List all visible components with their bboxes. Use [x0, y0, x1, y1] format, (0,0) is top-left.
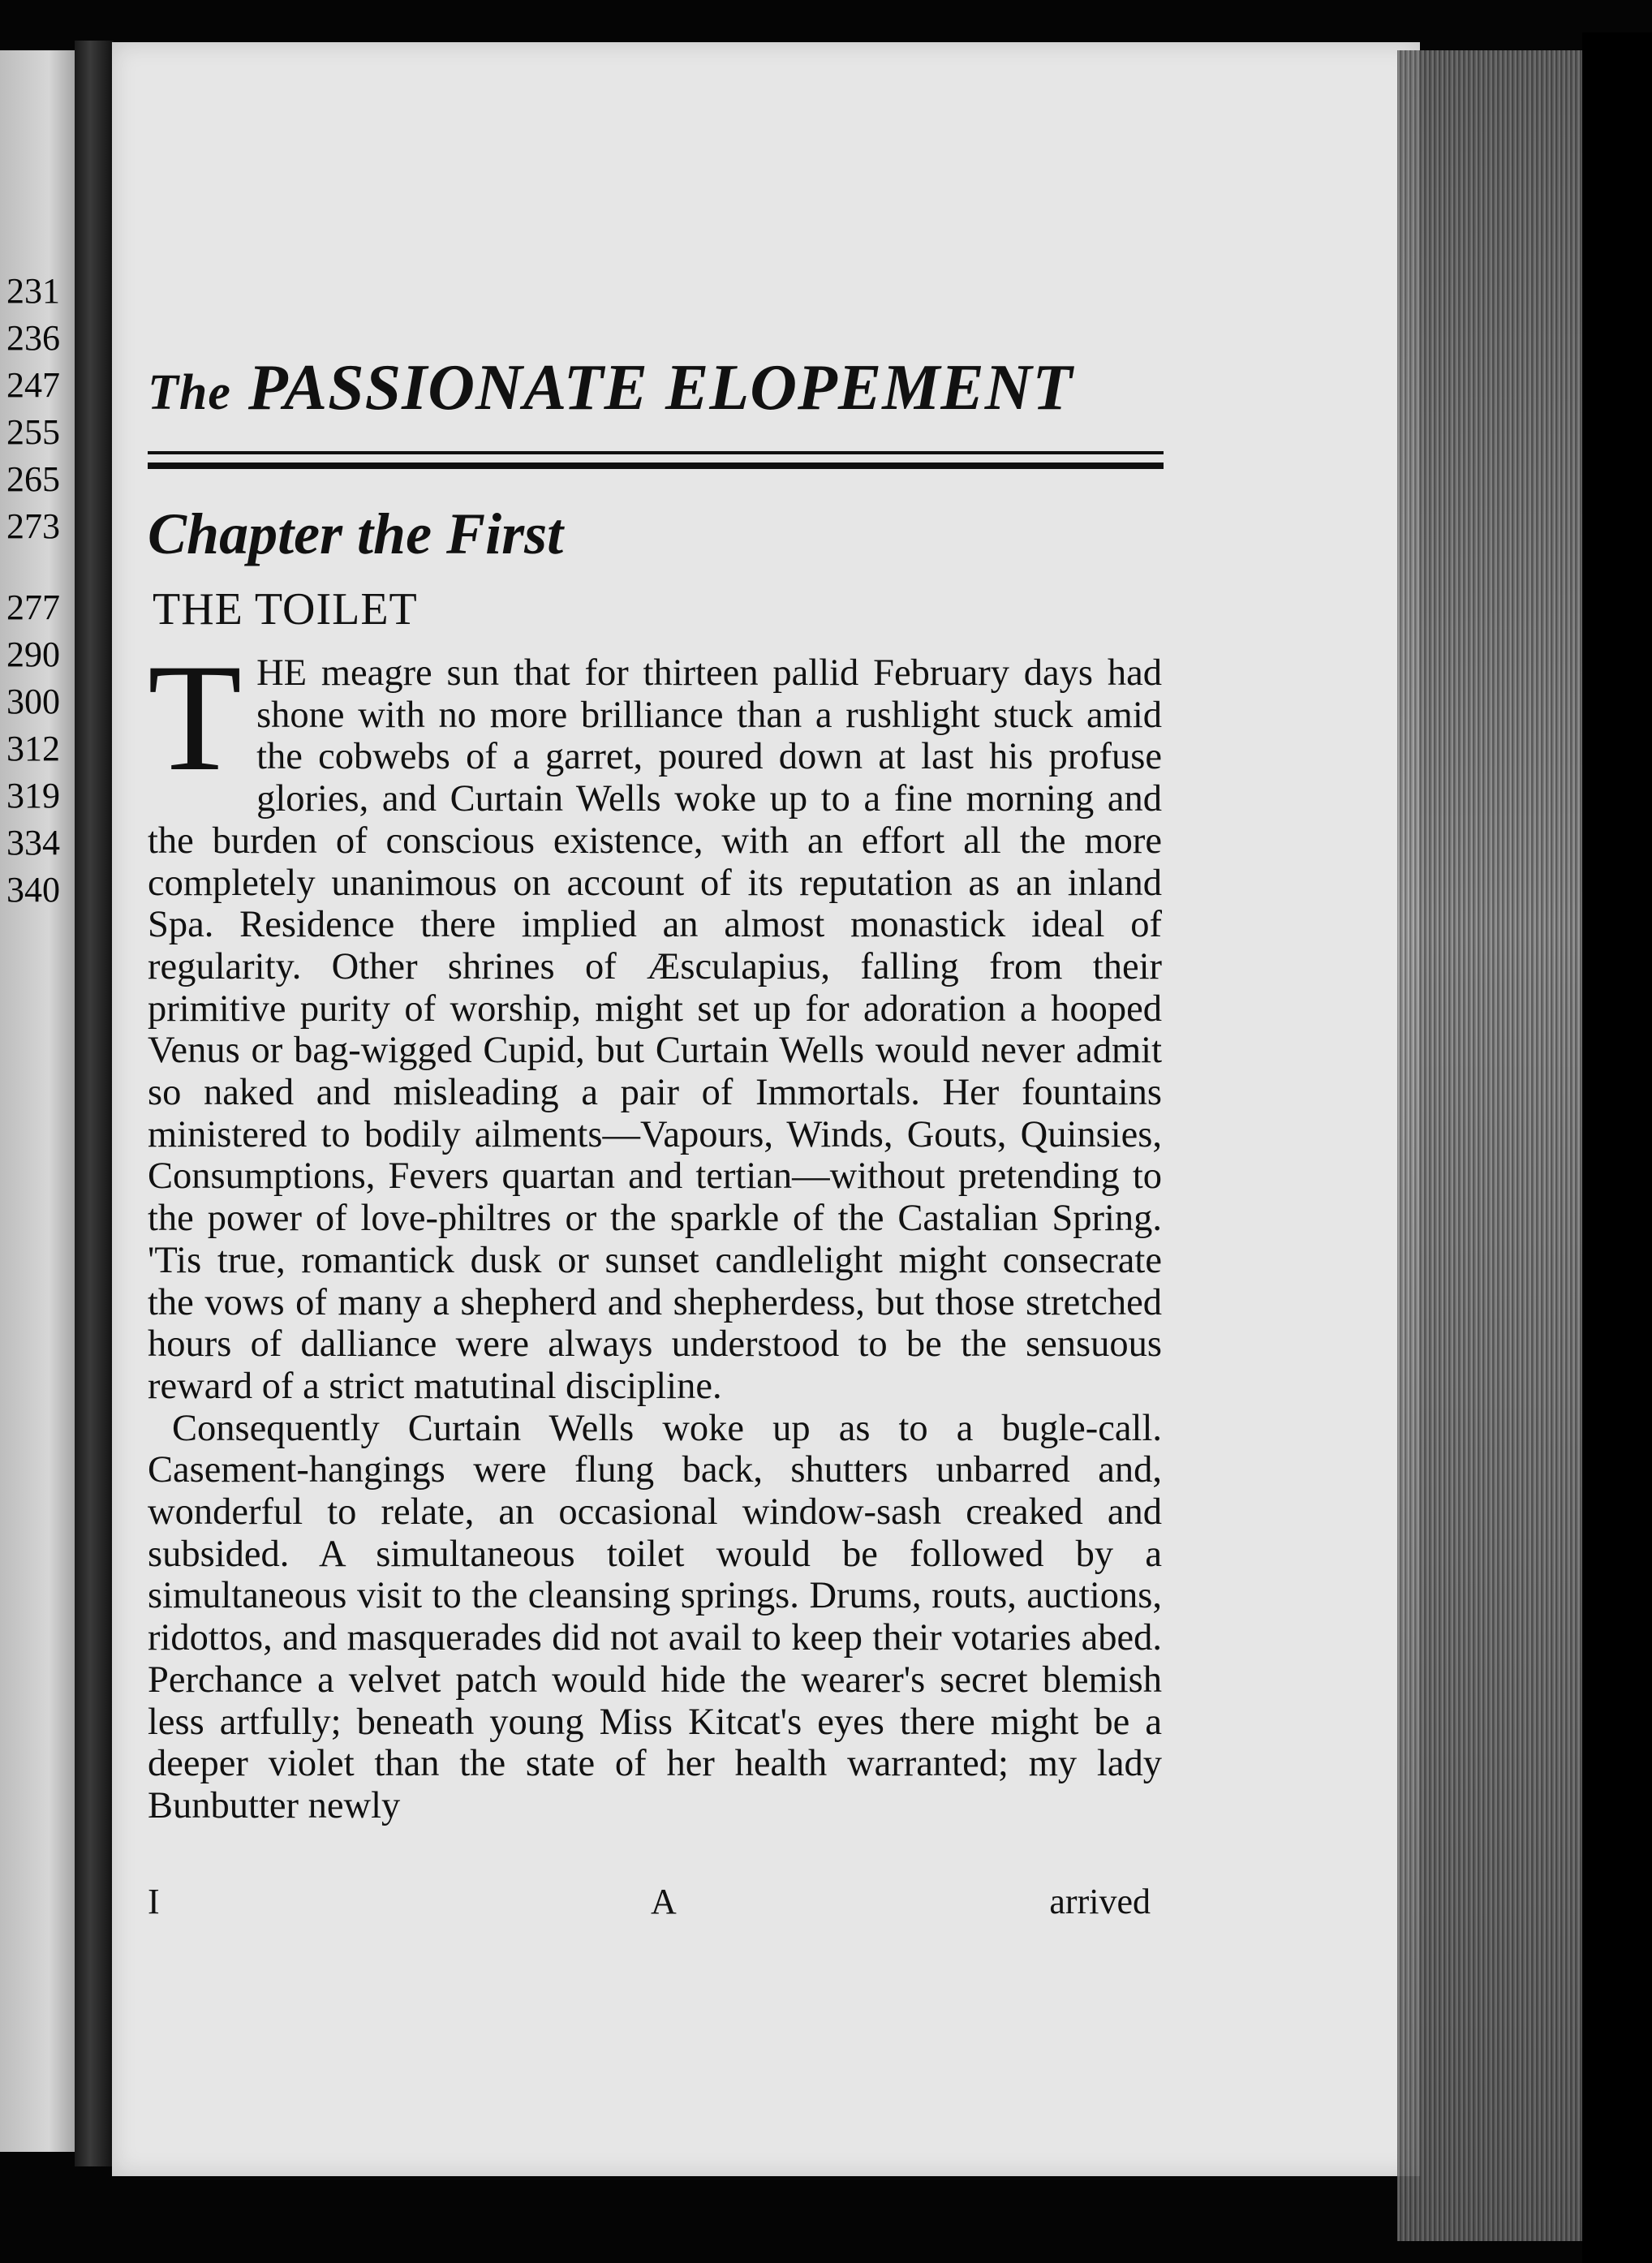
page-edges [1397, 50, 1592, 2241]
page-footer [148, 1881, 1151, 1930]
previous-page-number: 236 [6, 318, 60, 358]
previous-page-numbers [6, 268, 60, 914]
previous-page-number: 265 [6, 459, 60, 499]
drop-cap: T [148, 633, 243, 803]
running-title-main: PASSIONATE ELOPEMENT [247, 352, 1073, 424]
previous-page-number: 334 [6, 823, 60, 863]
page-content [148, 349, 1162, 1827]
previous-page-number: 290 [6, 635, 60, 674]
previous-page-number: 273 [6, 506, 60, 546]
paragraph-1-text: HE meagre sun that for thirteen pallid February days had shone with no more brilliance than a rushlight stuck amid the cobwebs of a garret, poured down at last his profuse glories, and Curtain Wells woke up to a fine morning and the burden of conscious existence, with an effort all the more completely unanimous on account of its reputation as an inland Spa. Residence there implied an almost monastick ideal of regularity. Other shrines of Æsculapius, falling from their primitive purity of worship, might set up for adoration a hooped Venus or bag-wigged Cupid, but Curtain Wells would never admit so naked and misleading a pair of Immortals. Her fountains ministered to bodily ailments—Vapours, Winds, Gouts, Quinsies, Consumptions, Fevers quartan and tertian—without pretending to the power of love-philtres or the sparkle of the Castalian Spring. 'Tis true, romantick dusk or sunset candlelight might consecrate the vows of many a shepherd and shepherdess, but those stretched hours of dalliance were always understood to be the sensuous reward of a strict matutinal discipline. [148, 652, 1162, 1407]
body-text [148, 633, 1162, 1827]
chapter-heading: Chapter the First [148, 501, 564, 566]
paragraph-2: Consequently Curtain Wells woke up as to a bugle-call. Casement-hangings were flung back, shutters unbarred and, wonderful to relate, an occasional window-sash creaked and subsided. A simultaneous toilet would be followed by a simultaneous visit to the cleansing springs. Drums, routs, auctions, ridottos, and masquerades did not avail to keep their votaries abed. Perchance a velvet patch would hide the wearer's secret blemish less artfully; beneath young Miss Kitcat's eyes there might be a deeper violet than the state of her health warranted; my lady Bunbutter newly [148, 1407, 1162, 1826]
footer-catchword: arrived [1049, 1882, 1151, 1921]
title-rule [148, 451, 1164, 469]
running-title [148, 349, 1162, 432]
paragraph-1 [148, 633, 1162, 1408]
section-title: THE TOILET [153, 584, 418, 635]
previous-page-number: 247 [6, 365, 60, 405]
previous-page-number: 255 [6, 412, 60, 452]
footer-page-number: I [148, 1882, 160, 1921]
previous-page-number: 340 [6, 870, 60, 910]
book-gutter [75, 41, 114, 2166]
previous-page-number: 312 [6, 729, 60, 768]
previous-page-number: 231 [6, 271, 60, 311]
previous-page-number: 300 [6, 682, 60, 721]
previous-page-number: 277 [6, 587, 60, 627]
footer-signature-mark: A [651, 1882, 677, 1921]
running-title-prefix: The [148, 365, 231, 420]
previous-page-number: 319 [6, 776, 60, 815]
book-cover-shadow [1582, 32, 1652, 2263]
